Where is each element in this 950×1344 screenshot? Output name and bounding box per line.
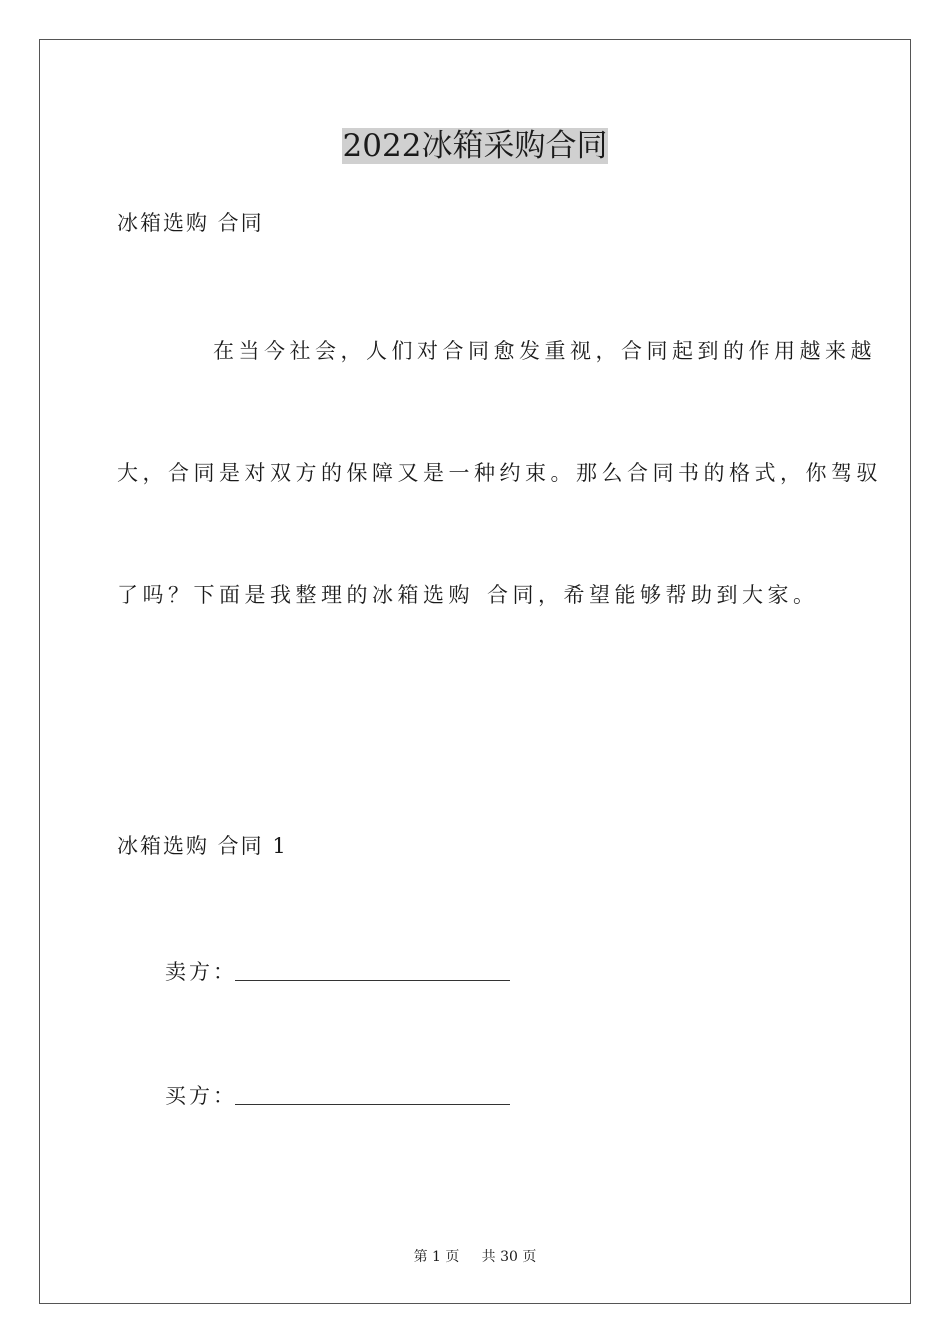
- document-title-container: [0, 124, 950, 168]
- seller-label: 卖方：: [165, 960, 237, 984]
- intro-paragraph-line-2: 大，合同是对双方的保障又是一种约束。那么合同书的格式，你驾驭: [117, 461, 882, 485]
- document-subtitle: 冰箱选购 合同: [117, 211, 264, 235]
- seller-blank-line: [235, 980, 510, 981]
- page-footer: [0, 1247, 950, 1267]
- intro-paragraph-line-1: 在当今社会，人们对合同愈发重视，合同起到的作用越来越: [213, 339, 876, 363]
- buyer-label: 买方：: [165, 1084, 237, 1108]
- intro-paragraph-line-3a: 了吗？下面是我整理的冰箱选购: [117, 583, 474, 607]
- section-title: 冰箱选购 合同 1: [117, 834, 288, 858]
- document-title: 2022冰箱采购合同: [342, 128, 608, 164]
- buyer-blank-line: [235, 1104, 510, 1105]
- page-number-current: 第 1 页: [413, 1249, 460, 1265]
- intro-paragraph-line-3b: 合同，希望能够帮助到大家。: [487, 583, 819, 607]
- page-number-total: 共 30 页: [481, 1249, 537, 1265]
